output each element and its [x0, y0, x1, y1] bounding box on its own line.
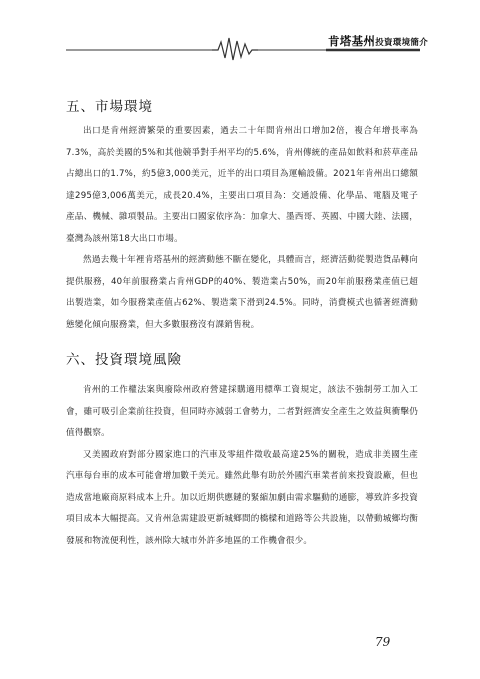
- header-title-sub: 投資環境簡介: [375, 38, 429, 48]
- header-title-main: 肯塔基州: [328, 34, 376, 48]
- body-paragraph: 出口是肯州經濟繁榮的重要因素，過去二十年間肯州出口增加2倍，複合年增長率為7.3%，高於美國的5%和其他競爭對手州平均的5.6%，肯州傳統的產品如飲料和菸草產品占總出口的1.7%，約5億3,000美元，近半的出口項目為運輸設備。2021年肯州出口總額達295億3,006萬美元，成長20.4%，主要出口項目為：交通設備、化學品、電腦及電子產品、機械、雜項製品。主要出口國家依序為：加拿大、墨西哥、英國、中國大陸、法國，臺灣為該州第18大出口市場。: [66, 126, 418, 244]
- section-heading-market: 五、市場環境: [66, 99, 153, 115]
- page-content: [66, 95, 418, 552]
- page-number: 79: [375, 635, 391, 649]
- running-header: [0, 0, 480, 70]
- body-paragraph: 肯州的工作權法案與廢除州政府營建採購適用標準工資規定，該法不強制勞工加入工會，雖可吸引企業前往投資，但同時亦減弱工會勢力，二者對經濟安全產生之效益與衝擊仍值得觀察。: [66, 385, 418, 438]
- body-paragraph: 然過去幾十年裡肯塔基州的經濟動態不斷在變化，具體而言，經濟活動從製造貨品轉向提供服務，40年前服務業占肯州GDP的40%、製造業占50%，而20年前服務業產值已超出製造業，如今服務業產值占62%、製造業下滑到24.5%。同時，消費模式也循著經濟動態變化傾向服務業，但大多數服務沒有課銷售稅。: [66, 255, 418, 330]
- body-paragraph: 又美國政府對部分國家進口的汽車及零組件徵收最高達25%的關稅，造成非美國生產汽車每台車的成本可能會增加數千美元。雖然此舉有助於外國汽車業者前來投資設廠，但也造成當地廠商原料成本上升。加以近期供應鏈的緊縮加劇由需求驅動的通膨，導致許多投資項目成本大幅提高。又肯州急需建設更新城鄉間的橋樑和道路等公共設施，以帶動城鄉均衡發展和物流便利性，該州除大城市外許多地區的工作機會很少。: [66, 449, 418, 546]
- section-heading-risk: 六、投資環境風險: [66, 352, 182, 368]
- header-title: [328, 33, 428, 49]
